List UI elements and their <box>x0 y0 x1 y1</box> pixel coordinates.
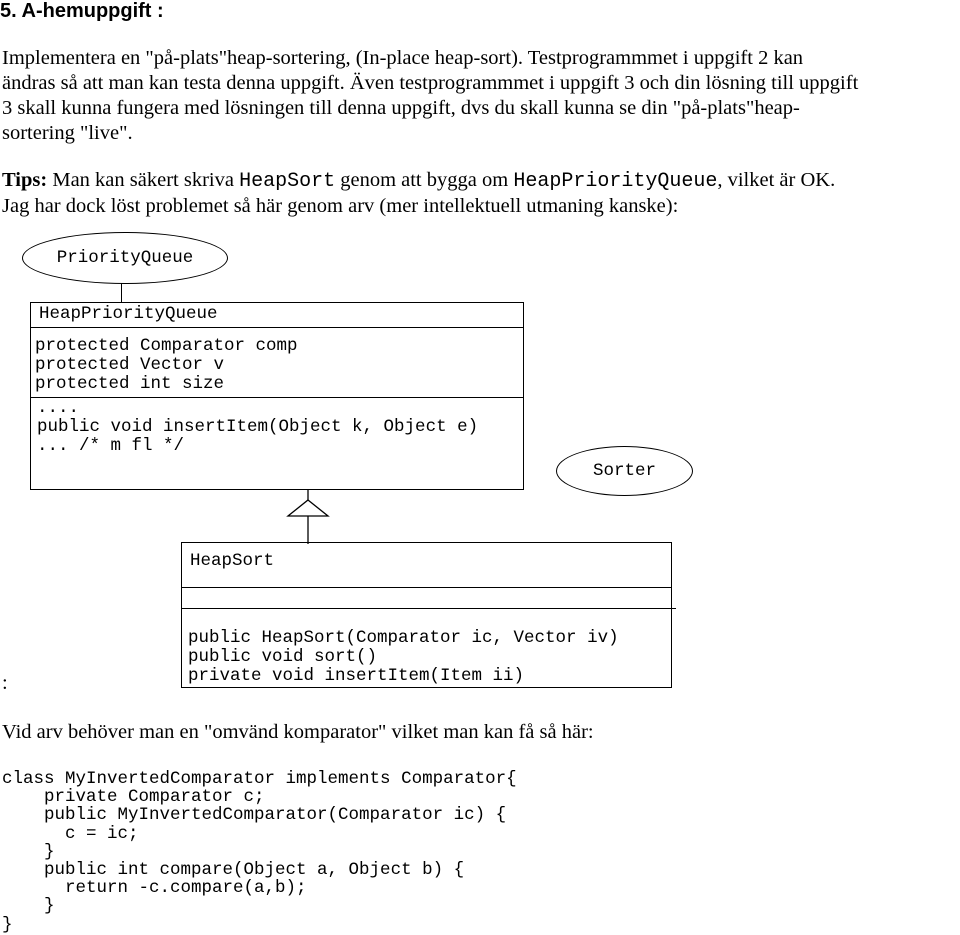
priority-queue-label: PriorityQueue <box>56 248 194 268</box>
code-line: public int compare(Object a, Object b) { <box>2 859 465 880</box>
heap-sort-title: HeapSort <box>190 551 275 571</box>
tips-code-heappriorityqueue: HeapPriorityQueue <box>513 170 718 193</box>
inheritance-arrow <box>280 490 336 544</box>
tips-line <box>2 168 952 194</box>
inheritance-note: Vid arv behöver man en "omvänd komparator" vilket man kan få så här: <box>2 721 594 743</box>
heap-priority-queue-title: HeapPriorityQueue <box>39 304 218 324</box>
class-method: .... <box>37 398 80 418</box>
intro-line: ändras så att man kan testa denna uppgift. Även testprogrammmet i uppgift 3 och din lösning till uppgift <box>2 72 859 94</box>
intro-line: sortering "live". <box>2 122 133 144</box>
class-divider <box>181 587 672 588</box>
code-line: class MyInvertedComparator implements Comparator{ <box>2 769 517 789</box>
inheritance-triangle-icon <box>288 500 328 516</box>
heap-priority-queue-box <box>30 302 524 490</box>
code-line: public MyInvertedComparator(Comparator ic) { <box>2 805 507 826</box>
sorter-ellipse <box>556 446 693 496</box>
tips-text: , vilket är OK. <box>717 169 836 191</box>
class-divider <box>30 327 524 328</box>
class-field: protected int size <box>35 374 225 394</box>
tips-paragraph <box>2 168 952 219</box>
class-method: public void sort() <box>188 647 378 667</box>
code-block <box>2 770 517 934</box>
tips-code-heapsort: HeapSort <box>239 170 336 193</box>
intro-line: 3 skall kunna fungera med lösningen till denna uppgift, dvs du skall kunna se din "på-plats"heap- <box>2 97 800 119</box>
code-line: } <box>2 841 55 862</box>
class-divider <box>181 608 676 609</box>
class-method: public void insertItem(Object k, Object e) <box>37 417 479 437</box>
class-method: private void insertItem(Item ii) <box>188 666 525 686</box>
page-heading: 5. A-hemuppgift : <box>0 0 164 22</box>
intro-line: Implementera en "på-plats"heap-sortering, (In-place heap-sort). Testprogrammmet i uppgift 2 kan <box>2 47 804 69</box>
class-method: public HeapSort(Comparator ic, Vector iv) <box>188 628 619 648</box>
code-line: return -c.compare(a,b); <box>2 878 307 899</box>
class-field: protected Vector v <box>35 355 225 375</box>
tips-text: Man kan säkert skriva <box>47 169 240 191</box>
priority-queue-ellipse <box>22 232 228 284</box>
intro-paragraph <box>2 46 952 146</box>
code-line: } <box>2 896 55 917</box>
class-field: protected Comparator comp <box>35 336 298 356</box>
connector-line <box>121 283 122 303</box>
tips-label: Tips: <box>2 169 48 191</box>
code-line: private Comparator c; <box>2 787 265 808</box>
tips-line-2: Jag har dock löst problemet så här genom arv (mer intellektuell utmaning kanske): <box>2 195 679 217</box>
class-divider <box>30 397 524 398</box>
code-line: c = ic; <box>2 823 139 844</box>
stray-colon: : <box>2 672 8 694</box>
tips-text: genom att bygga om <box>335 169 514 191</box>
code-line: } <box>2 914 13 935</box>
class-method: ... /* m fl */ <box>37 436 185 456</box>
sorter-label: Sorter <box>592 461 656 481</box>
